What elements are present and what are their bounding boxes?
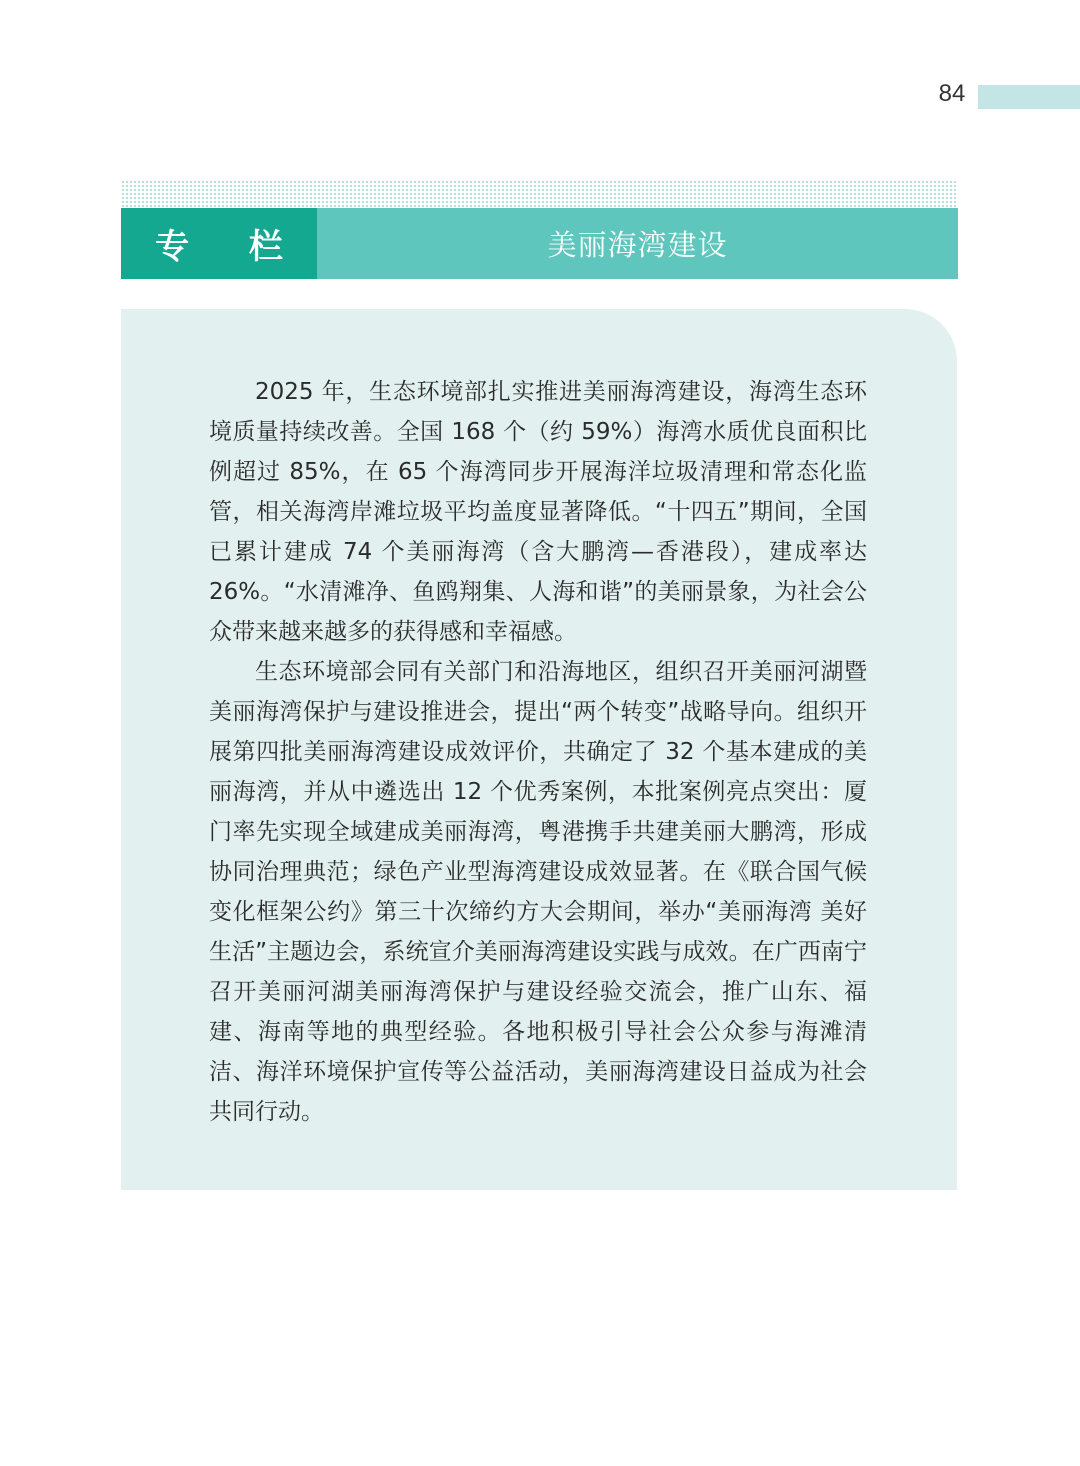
column-title: 美丽海湾建设	[547, 228, 728, 262]
column-content-box	[121, 309, 957, 1190]
column-label: 专 栏	[121, 208, 317, 279]
page-tab-marker	[978, 85, 1080, 109]
column-header	[121, 208, 958, 279]
paragraph: 生态环境部会同有关部门和沿海地区，组织召开美丽河湖暨美丽海湾保护与建设推进会，提出“两个转变”战略导向。组织开展第四批美丽海湾建设成效评价，共确定了 32 个基本建成的美丽海湾，并从中遴选出 12 个优秀案例，本批案例亮点突出：厦门率先实现全域建成美丽海湾，粤港携手共建美丽大鹏湾，形成协同治理典范；绿色产业型海湾建设成效显著。在《联合国气候变化框架公约》第三十次缔约方大会期间，举办“美丽海湾 美好生活”主题边会，系统宣介美丽海湾建设实践与成效。在广西南宁召开美丽河湖美丽海湾保护与建设经验交流会，推广山东、福建、海南等地的典型经验。各地积极引导社会公众参与海滩清洁、海洋环境保护宣传等公益活动，美丽海湾建设日益成为社会共同行动。	[209, 659, 867, 1125]
column-body	[209, 372, 867, 1132]
decorative-dot-band	[121, 180, 958, 207]
page-number: 84	[938, 80, 966, 107]
paragraph: 2025 年，生态环境部扎实推进美丽海湾建设，海湾生态环境质量持续改善。全国 168 个（约 59%）海湾水质优良面积比例超过 85%，在 65 个海湾同步开展海洋垃圾清理和常态化监管，相关海湾岸滩垃圾平均盖度显著降低。“十四五”期间，全国已累计建成 74 个美丽海湾（含大鹏湾—香港段），建成率达 26%。“水清滩净、鱼鸥翔集、人海和谐”的美丽景象，为社会公众带来越来越多的获得感和幸福感。	[209, 379, 867, 645]
